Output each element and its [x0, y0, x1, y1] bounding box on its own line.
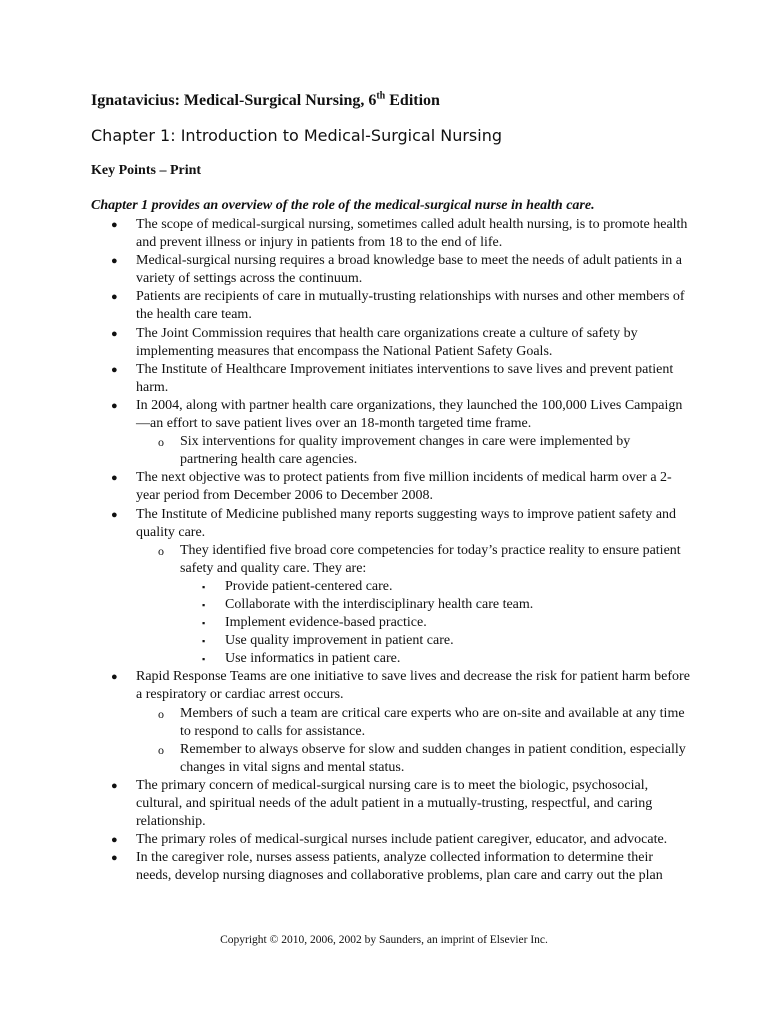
competency-item: ▪ Collaborate with the interdisciplinary health care team.	[180, 596, 691, 614]
square-bullet-icon: ▪	[202, 581, 206, 592]
sub-list-item: o Members of such a team are critical care experts who are on-site and available at any time to respond to calls for assistance.	[158, 705, 685, 739]
sub-list-item: o Remember to always observe for slow and sudden changes in patient condition, especially changes in vital signs and mental status.	[158, 741, 686, 775]
circle-bullet-icon: o	[158, 543, 164, 558]
competency-item: ▪ Implement evidence-based practice.	[180, 614, 691, 632]
chapter-title: Chapter 1: Introduction to Medical-Surgical Nursing	[91, 126, 502, 145]
list-item: ● In 2004, along with partner health care organizations, they launched the 100,000 Lives Campaign—an effort to save patient lives over an 18-month targeted time frame. o Six interventions for quality improvement changes in care were implemented by partnering health care agencies.	[91, 397, 691, 469]
bullet-icon: ●	[111, 399, 118, 412]
bullet-icon: ●	[111, 834, 118, 847]
list-item: ● The primary concern of medical-surgical nursing care is to meet the biologic, psychosocial, cultural, and spiritual needs of the adult patient in a mutually-trusting, respectful, and caring relationship.	[111, 777, 653, 830]
key-points-content	[91, 216, 691, 885]
list-item: ● In the caregiver role, nurses assess patients, analyze collected information to determine their needs, develop nursing diagnoses and collaborative problems, plan care and carry out the plan	[111, 850, 663, 884]
square-bullet-icon: ▪	[202, 618, 206, 629]
bullet-icon: ●	[111, 291, 118, 304]
copyright-footer: Copyright © 2010, 2006, 2002 by Saunders, an imprint of Elsevier Inc.	[220, 934, 548, 946]
sub-list	[136, 433, 691, 469]
bullet-icon: ●	[111, 472, 118, 485]
competency-list	[180, 578, 691, 668]
list-item: ● Rapid Response Teams are one initiative to save lives and decrease the risk for patient harm before a respiratory or cardiac arrest occurs. o Members of such a team are critical care experts who are on-site and available at any time to respond to calls for assistance. o Remember to always observe for slow and sudden changes in patient condition, especially changes in vital signs and mental status.	[91, 668, 691, 777]
list-item: ● The scope of medical-surgical nursing, sometimes called adult health nursing, is to promote health and prevent illness or injury in patients from 18 to the end of life.	[111, 217, 688, 251]
list-item: ● Patients are recipients of care in mutually-trusting relationships with nurses and other members of the health care team.	[111, 289, 685, 323]
sub-list-item: o Six interventions for quality improvement changes in care were implemented by partnering health care agencies.	[158, 434, 631, 468]
sub-list	[136, 705, 691, 777]
sub-list-item: o They identified five broad core competencies for today’s practice reality to ensure patient safety and quality care. They are: ▪ Provide patient-centered care. ▪ Collaborate with the interdisciplinary health care team. ▪ Implement evidence-based practice. ▪ Use quality improvement in patient care. ▪ Use informatics in patient care.	[136, 542, 691, 669]
list-item: ● The next objective was to protect patients from five million incidents of medical harm over a 2-year period from December 2006 to December 2008.	[111, 470, 672, 504]
square-bullet-icon: ▪	[202, 599, 206, 610]
bullet-icon: ●	[111, 327, 118, 340]
book-title: Ignatavicius: Medical-Surgical Nursing, 6th Edition	[91, 90, 440, 109]
list-item: ● The primary roles of medical-surgical nurses include patient caregiver, educator, and advocate.	[91, 831, 691, 849]
list-item: ● The Institute of Healthcare Improvement initiates interventions to save lives and prevent patient harm.	[111, 361, 674, 395]
sub-list	[136, 542, 691, 669]
circle-bullet-icon: o	[158, 742, 164, 757]
bullet-icon: ●	[111, 852, 118, 865]
competency-item: ▪ Use quality improvement in patient care.	[180, 632, 691, 650]
bullet-icon: ●	[111, 779, 118, 792]
bullet-icon: ●	[111, 508, 118, 521]
list-item: ● The Institute of Medicine published many reports suggesting ways to improve patient safety and quality care. o They identified five broad core competencies for today’s practice reality to ensure patient safety and quality care. They are: ▪ Provide patient-centered care. ▪ Collaborate with the interdisciplinary health care team. ▪ Implement evidence-based practice. ▪ Use quality improvement in patient care. ▪ Use informatics in patient care.	[91, 506, 691, 669]
circle-bullet-icon: o	[158, 435, 164, 450]
bullet-icon: ●	[111, 671, 118, 684]
competency-item: ▪ Use informatics in patient care.	[180, 650, 691, 668]
bullet-list	[91, 216, 691, 885]
bullet-icon: ●	[111, 363, 118, 376]
square-bullet-icon: ▪	[202, 636, 206, 647]
list-item: ● Medical-surgical nursing requires a broad knowledge base to meet the needs of adult patients in a variety of settings across the continuum.	[111, 253, 682, 287]
competency-item: ▪ Provide patient-centered care.	[180, 578, 691, 596]
bullet-icon: ●	[111, 219, 118, 231]
bullet-icon: ●	[111, 255, 118, 268]
overview-statement: Chapter 1 provides an overview of the role of the medical-surgical nurse in health care.	[91, 198, 595, 213]
section-title: Key Points – Print	[91, 163, 202, 178]
square-bullet-icon: ▪	[202, 654, 206, 665]
circle-bullet-icon: o	[158, 706, 164, 721]
list-item: ● The Joint Commission requires that health care organizations create a culture of safety by implementing measures that encompass the National Patient Safety Goals.	[111, 325, 638, 359]
